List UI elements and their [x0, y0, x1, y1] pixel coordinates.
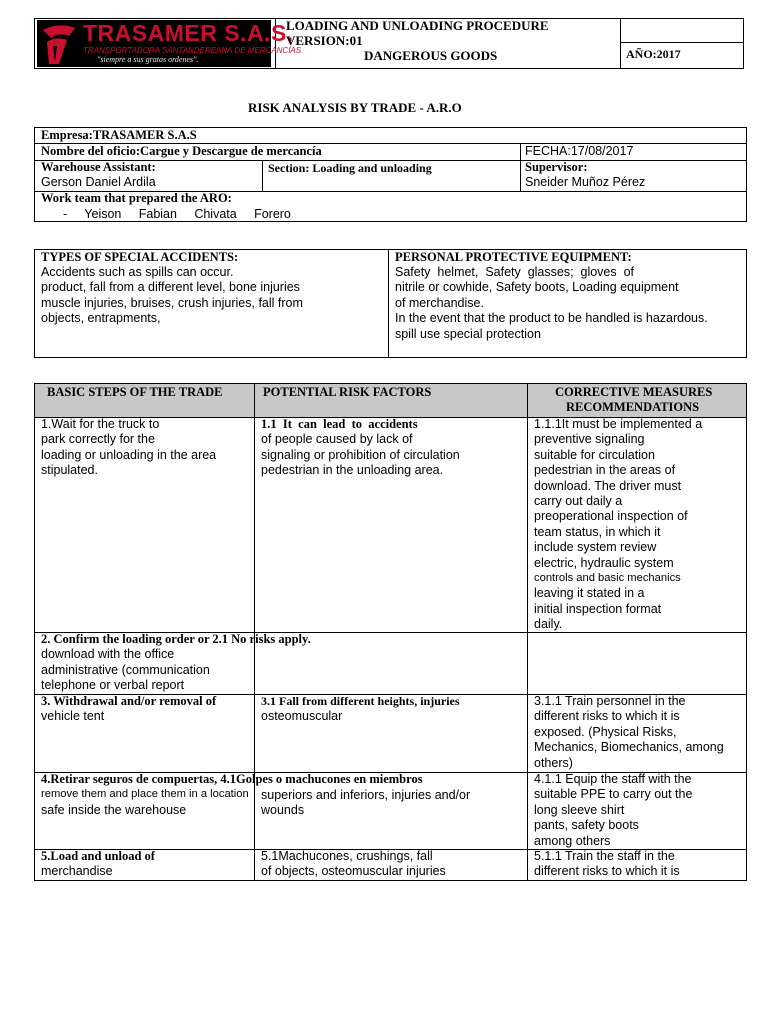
risk-title: 3.1 Fall from different heights, injuries — [261, 694, 460, 708]
measure-text: Mechanics, Biomechanics, among — [534, 740, 724, 755]
version-cell — [621, 18, 744, 43]
step-text: safe inside the warehouse — [41, 802, 187, 817]
team-member: - Yeison Fabian Chivata Forero — [63, 207, 291, 221]
step-text: remove them and place them in a location — [41, 788, 249, 801]
measure-text: include system review — [534, 540, 657, 555]
measure-text: electric, hydraulic system — [534, 555, 674, 570]
table-row — [41, 417, 216, 479]
risk-text: wounds — [261, 803, 305, 818]
measures-cell — [534, 772, 692, 849]
accidents-line: product, fall from a different level, bone injuries — [41, 280, 300, 294]
assistant-name: Gerson Daniel Ardila — [41, 175, 156, 189]
measure-text: pants, safety boots — [534, 818, 639, 833]
measure-text: 3.1.1 Train personnel in the — [534, 694, 686, 708]
ppe-line: of merchandise. — [395, 296, 484, 310]
fecha-label: FECHA:17/08/2017 — [525, 144, 634, 158]
risk-cell — [261, 788, 470, 819]
year-label: AÑO:2017 — [626, 47, 681, 61]
accidents-line: Accidents such as spills can occur. — [41, 265, 234, 279]
year-cell — [621, 43, 744, 69]
step-text: 1.Wait for the truck to — [41, 417, 160, 431]
brand-name: TRASAMER S.A.S. — [83, 20, 294, 46]
accidents-line: objects, entrapments, — [41, 311, 161, 325]
step-title: 4.Retirar seguros de compuertas, 4.1Golpes o machucones en miembros — [41, 772, 423, 786]
risk-text: pedestrian in the unloading area. — [261, 463, 444, 478]
measure-text: daily. — [534, 617, 563, 632]
measure-text: initial inspection format — [534, 601, 662, 616]
risk-cell — [261, 849, 446, 880]
step-text: administrative (communication — [41, 662, 210, 677]
accidents-ppe-table — [34, 249, 747, 358]
ppe-line: spill use special protection — [395, 327, 541, 341]
col-header-measures-2: RECOMMENDATIONS — [566, 400, 700, 414]
step-title: 2. Confirm the loading order or 2.1 No risks apply. — [41, 632, 311, 646]
measure-text: among others — [534, 833, 611, 848]
oficio-label: Nombre del oficio:Cargue y Descargue de mercancía — [41, 144, 322, 158]
measure-text: 1.1.1It must be implemented a — [534, 417, 703, 431]
risk-text: superiors and inferiors, injuries and/or — [261, 788, 471, 802]
risk-cell — [261, 417, 460, 479]
measure-text: pedestrian in the areas of — [534, 463, 676, 478]
measure-text: download. The driver must — [534, 478, 682, 493]
step-text: park correctly for the — [41, 432, 155, 447]
ppe-line: Safety helmet, Safety glasses; gloves of — [395, 265, 635, 279]
step-title: 3. Withdrawal and/or removal of — [41, 694, 217, 708]
info-table — [34, 127, 747, 222]
measure-text: team status, in which it — [534, 524, 661, 539]
measure-text: 5.1.1 Train the staff in the — [534, 849, 675, 863]
measure-text: leaving it stated in a — [534, 586, 645, 601]
empresa-label: Empresa:TRASAMER S.A.S — [41, 128, 197, 142]
measure-text: controls and basic mechanics — [534, 572, 681, 585]
measures-cell — [534, 417, 702, 633]
section-label: Section: Loading and unloading — [268, 161, 432, 175]
col-header-risks: POTENTIAL RISK FACTORS — [263, 385, 432, 399]
doc-title-line2: DANGEROUS GOODS — [364, 48, 498, 63]
ppe-line: In the event that the product to be handled is hazardous. — [395, 311, 708, 325]
brand-subtitle: TRANSPORTADORA SANTANDEREANA DE MERCANCÍAS — [83, 46, 302, 55]
table-row — [41, 849, 155, 880]
supervisor-name: Sneider Muñoz Pérez — [525, 175, 646, 189]
risk-text: of objects, osteomuscular injuries — [261, 864, 446, 879]
risk-cell — [261, 694, 460, 725]
measure-text: suitable for circulation — [534, 447, 655, 462]
measure-text: preoperational inspection of — [534, 509, 688, 524]
measure-text: different risks to which it is — [534, 864, 680, 879]
step-text: merchandise — [41, 864, 113, 879]
risk-title: 1.1 It can lead to accidents — [261, 417, 418, 431]
team-label: Work team that prepared the ARO: — [41, 191, 232, 205]
measure-text: 4.1.1 Equip the staff with the — [534, 772, 692, 786]
doc-title — [286, 18, 626, 63]
brand-slogan: "siempre a sus gratas ordenes". — [97, 55, 199, 64]
table-row — [41, 694, 216, 725]
measure-text: different risks to which it is — [534, 709, 680, 724]
company-logo — [37, 20, 302, 67]
supervisor-label: Supervisor: — [525, 160, 588, 174]
page-title: RISK ANALYSIS BY TRADE - A.R.O — [248, 100, 462, 115]
ppe-line: nitrile or cowhide, Safety boots, Loading equipment — [395, 280, 679, 294]
ppe-title: PERSONAL PROTECTIVE EQUIPMENT: — [395, 250, 632, 264]
road-swoosh-icon — [39, 22, 79, 65]
accidents-title: TYPES OF SPECIAL ACCIDENTS: — [41, 250, 239, 264]
col-header-measures: CORRECTIVE MEASURES — [555, 385, 713, 399]
measure-text: carry out daily a — [534, 494, 623, 509]
step-text: download with the office — [41, 647, 175, 662]
step-text: loading or unloading in the area — [41, 447, 217, 462]
measure-text: suitable PPE to carry out the — [534, 787, 693, 802]
steps-table — [34, 383, 747, 881]
doc-title-line1: LOADING AND UNLOADING PROCEDURE VERSION:01 — [286, 18, 549, 48]
step-text: vehicle tent — [41, 709, 105, 724]
step-title: 5.Load and unload of — [41, 849, 155, 863]
risk-text: 5.1Machucones, crushings, fall — [261, 849, 433, 863]
col-header-steps: BASIC STEPS OF THE TRADE — [47, 385, 223, 399]
measure-text: exposed. (Physical Risks, — [534, 724, 677, 739]
doc-title-cell — [276, 18, 621, 69]
accidents-line: muscle injuries, bruises, crush injuries, fall from — [41, 296, 303, 310]
measures-cell — [534, 694, 724, 771]
step-text: stipulated. — [41, 463, 98, 478]
assistant-label: Warehouse Assistant: — [41, 160, 156, 174]
measure-text: long sleeve shirt — [534, 802, 625, 817]
measure-text: preventive signaling — [534, 432, 645, 447]
measure-text: others) — [534, 755, 573, 770]
risk-text: signaling or prohibition of circulation — [261, 447, 460, 462]
risk-text: of people caused by lack of — [261, 432, 413, 447]
risk-text: osteomuscular — [261, 709, 343, 724]
table-row — [41, 632, 311, 694]
measures-cell — [534, 849, 680, 880]
step-text: telephone or verbal report — [41, 678, 185, 693]
